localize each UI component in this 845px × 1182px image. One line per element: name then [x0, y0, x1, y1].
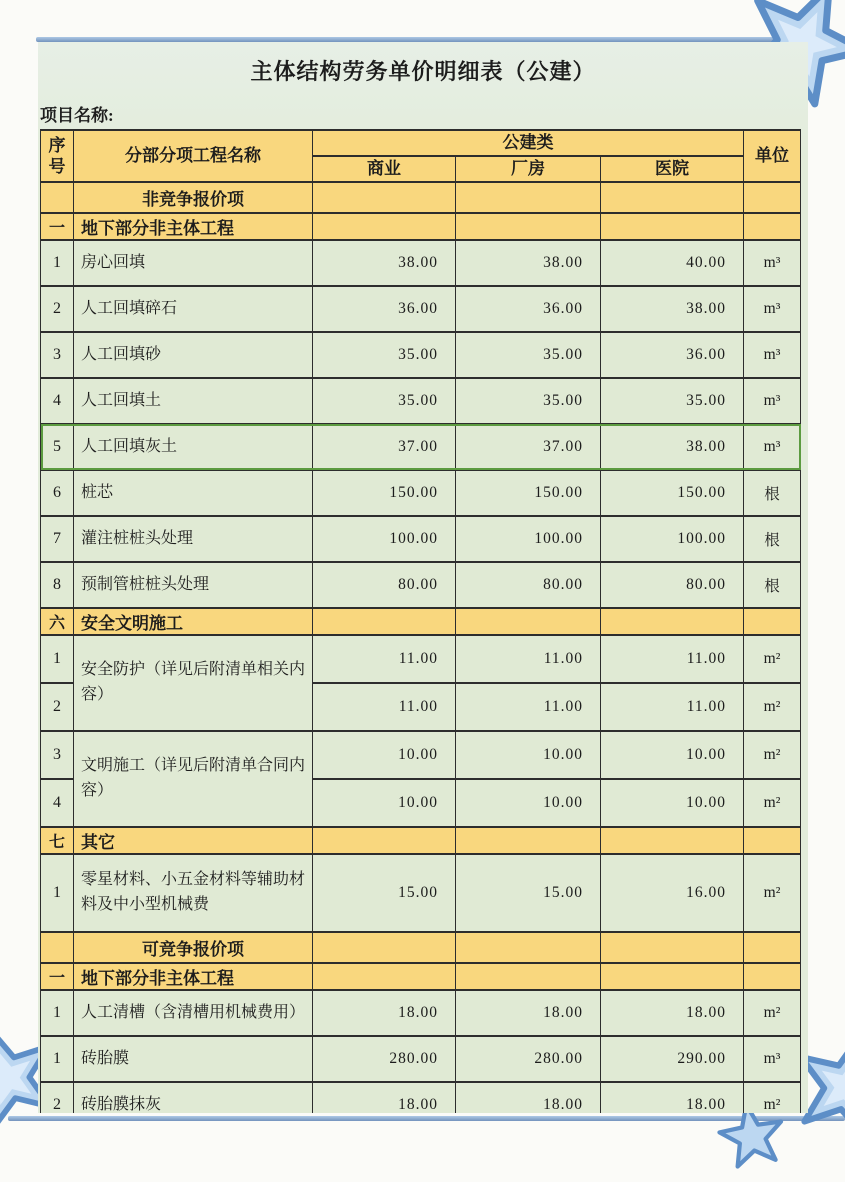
header-item-name[interactable]: 分部分项工程名称	[74, 130, 313, 182]
unit-cell[interactable]: m²	[744, 779, 801, 827]
group-label-cell[interactable]: 非竞争报价项	[74, 182, 313, 213]
price-cell-commercial[interactable]: 11.00	[313, 635, 456, 683]
price-cell-commercial[interactable]: 35.00	[313, 332, 456, 378]
price-cell-hospital[interactable]: 290.00	[601, 1036, 744, 1082]
price-cell-factory[interactable]	[456, 213, 601, 240]
table-row	[41, 470, 801, 516]
row-number-cell[interactable]: 七	[41, 827, 74, 854]
row-number-cell[interactable]: 8	[41, 562, 74, 608]
unit-cell[interactable]: m²	[744, 731, 801, 779]
price-cell-factory[interactable]: 38.00	[456, 240, 601, 286]
row-number-cell[interactable]: 2	[41, 1082, 74, 1113]
item-name-cell[interactable]: 灌注桩桩头处理	[74, 516, 313, 562]
price-cell-factory[interactable]	[456, 182, 601, 213]
price-cell-hospital[interactable]	[601, 963, 744, 990]
price-cell-factory[interactable]: 10.00	[456, 779, 601, 827]
section-header-row	[41, 827, 801, 854]
item-name-cell[interactable]: 砖胎膜	[74, 1036, 313, 1082]
table-row	[41, 1082, 801, 1113]
price-cell-factory[interactable]: 11.00	[456, 635, 601, 683]
row-number-cell[interactable]: 5	[41, 424, 74, 470]
price-cell-commercial[interactable]: 38.00	[313, 240, 456, 286]
price-cell-commercial[interactable]: 100.00	[313, 516, 456, 562]
item-name-cell[interactable]: 砖胎膜抹灰	[74, 1082, 313, 1113]
unit-cell[interactable]: m³	[744, 332, 801, 378]
item-name-cell[interactable]: 房心回填	[74, 240, 313, 286]
price-cell-hospital[interactable]: 18.00	[601, 990, 744, 1036]
row-number-cell[interactable]: 4	[41, 378, 74, 424]
price-cell-hospital[interactable]: 40.00	[601, 240, 744, 286]
price-cell-commercial[interactable]: 10.00	[313, 779, 456, 827]
price-cell-factory[interactable]	[456, 963, 601, 990]
price-cell-hospital[interactable]	[601, 932, 744, 963]
item-name-cell[interactable]: 文明施工（详见后附清单合同内容）	[74, 731, 313, 827]
price-cell-hospital[interactable]	[601, 608, 744, 635]
row-number-cell[interactable]	[41, 932, 74, 963]
price-cell-commercial[interactable]: 18.00	[313, 1082, 456, 1113]
unit-cell[interactable]: m³	[744, 240, 801, 286]
price-cell-commercial[interactable]: 10.00	[313, 731, 456, 779]
price-cell-hospital[interactable]	[601, 213, 744, 240]
price-cell-hospital[interactable]: 38.00	[601, 286, 744, 332]
row-number-cell[interactable]: 3	[41, 332, 74, 378]
price-cell-commercial[interactable]	[313, 182, 456, 213]
price-cell-factory[interactable]: 10.00	[456, 731, 601, 779]
item-name-cell[interactable]: 人工回填碎石	[74, 286, 313, 332]
price-cell-factory[interactable]	[456, 932, 601, 963]
row-number-cell[interactable]: 3	[41, 731, 74, 779]
item-name-cell[interactable]: 零星材料、小五金材料等辅助材料及中小型机械费	[74, 854, 313, 932]
unit-cell[interactable]	[744, 963, 801, 990]
price-cell-factory[interactable]: 80.00	[456, 562, 601, 608]
row-number-cell[interactable]: 4	[41, 779, 74, 827]
price-cell-hospital[interactable]: 80.00	[601, 562, 744, 608]
price-cell-commercial[interactable]: 280.00	[313, 1036, 456, 1082]
price-cell-factory[interactable]: 15.00	[456, 854, 601, 932]
price-cell-hospital[interactable]: 16.00	[601, 854, 744, 932]
unit-cell[interactable]: m²	[744, 990, 801, 1036]
header-row-top	[41, 130, 801, 156]
price-cell-hospital[interactable]: 11.00	[601, 683, 744, 731]
price-cell-commercial[interactable]: 80.00	[313, 562, 456, 608]
row-number-cell[interactable]: 六	[41, 608, 74, 635]
table-row	[41, 332, 801, 378]
table-row	[41, 990, 801, 1036]
table-row	[41, 854, 801, 932]
row-number-cell[interactable]: 1	[41, 990, 74, 1036]
price-cell-hospital[interactable]: 36.00	[601, 332, 744, 378]
sheet	[38, 42, 808, 1113]
unit-cell[interactable]	[744, 932, 801, 963]
price-cell-commercial[interactable]	[313, 963, 456, 990]
unit-cell[interactable]	[744, 827, 801, 854]
row-number-cell[interactable]: 1	[41, 635, 74, 683]
price-cell-factory[interactable]: 35.00	[456, 332, 601, 378]
section-header-row	[41, 963, 801, 990]
item-name-cell[interactable]: 人工回填灰土	[74, 424, 313, 470]
price-cell-factory[interactable]: 280.00	[456, 1036, 601, 1082]
table-row	[41, 424, 801, 470]
item-name-cell[interactable]: 预制管桩桩头处理	[74, 562, 313, 608]
price-cell-factory[interactable]: 100.00	[456, 516, 601, 562]
table-row	[41, 516, 801, 562]
unit-cell[interactable]: m³	[744, 378, 801, 424]
price-cell-commercial[interactable]: 18.00	[313, 990, 456, 1036]
price-cell-commercial[interactable]: 15.00	[313, 854, 456, 932]
price-cell-commercial[interactable]: 150.00	[313, 470, 456, 516]
price-cell-commercial[interactable]	[313, 827, 456, 854]
table-row	[41, 240, 801, 286]
table-row	[41, 731, 801, 779]
price-cell-factory[interactable]: 18.00	[456, 1082, 601, 1113]
section-header-row	[41, 213, 801, 240]
header-col-hospital[interactable]: 医院	[601, 156, 744, 182]
unit-cell[interactable]	[744, 213, 801, 240]
price-cell-hospital[interactable]: 35.00	[601, 378, 744, 424]
price-cell-hospital[interactable]: 10.00	[601, 731, 744, 779]
row-number-cell[interactable]: 6	[41, 470, 74, 516]
row-number-cell[interactable]: 1	[41, 240, 74, 286]
price-table	[40, 129, 801, 1113]
price-cell-factory[interactable]: 150.00	[456, 470, 601, 516]
price-cell-factory[interactable]: 37.00	[456, 424, 601, 470]
unit-cell[interactable]: m²	[744, 854, 801, 932]
group-header-row	[41, 182, 801, 213]
row-number-cell[interactable]: 2	[41, 683, 74, 731]
unit-cell[interactable]	[744, 182, 801, 213]
table-row	[41, 562, 801, 608]
item-name-cell[interactable]: 桩芯	[74, 470, 313, 516]
table-row	[41, 378, 801, 424]
row-number-cell[interactable]: 2	[41, 286, 74, 332]
item-name-cell[interactable]: 人工回填土	[74, 378, 313, 424]
unit-cell[interactable]: 根	[744, 562, 801, 608]
price-cell-hospital[interactable]: 38.00	[601, 424, 744, 470]
unit-cell[interactable]: m³	[744, 424, 801, 470]
price-cell-commercial[interactable]: 35.00	[313, 378, 456, 424]
price-cell-hospital[interactable]	[601, 827, 744, 854]
price-cell-hospital[interactable]	[601, 182, 744, 213]
table-row	[41, 286, 801, 332]
row-number-cell[interactable]: 7	[41, 516, 74, 562]
row-number-cell[interactable]: 1	[41, 1036, 74, 1082]
row-number-cell[interactable]: 一	[41, 213, 74, 240]
price-cell-factory[interactable]: 18.00	[456, 990, 601, 1036]
page-title: 主体结构劳务单价明细表（公建）	[250, 59, 596, 84]
unit-cell[interactable]: m²	[744, 683, 801, 731]
price-cell-commercial[interactable]	[313, 213, 456, 240]
price-cell-factory[interactable]: 36.00	[456, 286, 601, 332]
unit-cell[interactable]	[744, 608, 801, 635]
price-cell-factory[interactable]	[456, 827, 601, 854]
unit-cell[interactable]: 根	[744, 470, 801, 516]
unit-cell[interactable]: m²	[744, 1082, 801, 1113]
price-cell-commercial[interactable]: 37.00	[313, 424, 456, 470]
header-col-factory[interactable]: 厂房	[456, 156, 601, 182]
table-row	[41, 1036, 801, 1082]
item-name-cell[interactable]: 人工清槽（含清槽用机械费用）	[74, 990, 313, 1036]
section-header-row	[41, 608, 801, 635]
row-number-cell[interactable]: 1	[41, 854, 74, 932]
section-label-cell[interactable]: 地下部分非主体工程	[74, 213, 313, 240]
price-cell-factory[interactable]	[456, 608, 601, 635]
price-cell-commercial[interactable]	[313, 608, 456, 635]
section-label-cell[interactable]: 地下部分非主体工程	[74, 963, 313, 990]
section-label-cell[interactable]: 其它	[74, 827, 313, 854]
price-cell-hospital[interactable]: 100.00	[601, 516, 744, 562]
unit-cell[interactable]: m³	[744, 1036, 801, 1082]
item-name-cell[interactable]: 安全防护（详见后附清单相关内容）	[74, 635, 313, 731]
header-col-commercial[interactable]: 商业	[313, 156, 456, 182]
price-cell-commercial[interactable]	[313, 932, 456, 963]
price-cell-hospital[interactable]: 18.00	[601, 1082, 744, 1113]
price-cell-commercial[interactable]: 11.00	[313, 683, 456, 731]
table-row	[41, 635, 801, 683]
price-cell-factory[interactable]: 35.00	[456, 378, 601, 424]
header-unit[interactable]: 单位	[744, 130, 801, 182]
header-seq[interactable]: 序号	[41, 130, 74, 182]
price-cell-hospital[interactable]: 150.00	[601, 470, 744, 516]
price-cell-hospital[interactable]: 10.00	[601, 779, 744, 827]
unit-cell[interactable]: m³	[744, 286, 801, 332]
price-cell-commercial[interactable]: 36.00	[313, 286, 456, 332]
unit-cell[interactable]: m²	[744, 635, 801, 683]
section-label-cell[interactable]: 安全文明施工	[74, 608, 313, 635]
header-group[interactable]: 公建类	[313, 130, 744, 156]
price-cell-factory[interactable]: 11.00	[456, 683, 601, 731]
price-cell-hospital[interactable]: 11.00	[601, 635, 744, 683]
unit-cell[interactable]: 根	[744, 516, 801, 562]
row-number-cell[interactable]	[41, 182, 74, 213]
group-header-row	[41, 932, 801, 963]
item-name-cell[interactable]: 人工回填砂	[74, 332, 313, 378]
group-label-cell[interactable]: 可竞争报价项	[74, 932, 313, 963]
row-number-cell[interactable]: 一	[41, 963, 74, 990]
project-name-label: 项目名称:	[40, 106, 114, 125]
